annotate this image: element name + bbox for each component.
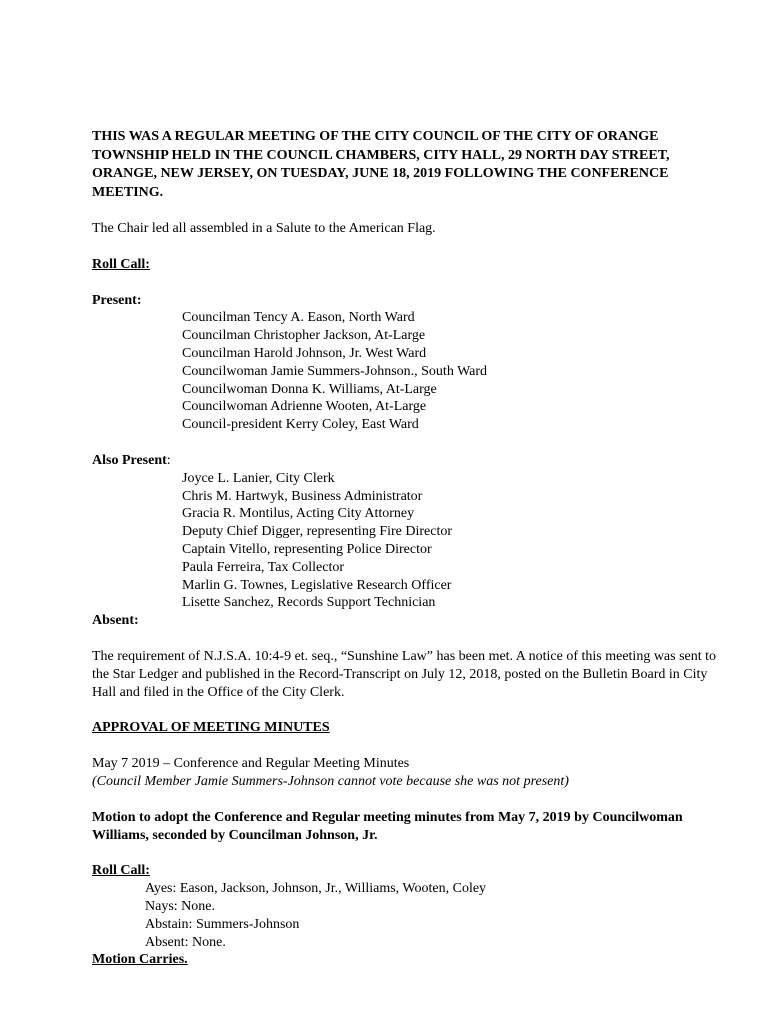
present-member: Councilwoman Donna K. Williams, At-Large	[182, 381, 437, 397]
minutes-note: (Council Member Jamie Summers-Johnson cannot vote because she was not present)	[92, 773, 569, 789]
approval-heading: APPROVAL OF MEETING MINUTES	[92, 720, 330, 736]
also-present-member: Marlin G. Townes, Legislative Research Officer	[182, 577, 452, 593]
also-present-member: Deputy Chief Digger, representing Fire Director	[182, 524, 453, 540]
vote-absent: Absent: None.	[145, 934, 226, 950]
absent-label: Absent:	[92, 613, 139, 629]
sunshine-law-statement: The requirement of N.J.S.A. 10:4-9 et. seq., “Sunshine Law” has been met. A notice of this meeting was sent to the Star Ledger and published in the Record-Transcript on July 12, 2018, posted on the Bulletin Board in City Hall and filed in the Office of the City Clerk.	[92, 648, 717, 700]
present-label: Present:	[92, 292, 142, 308]
present-member: Councilman Christopher Jackson, At-Large	[182, 328, 426, 344]
also-present-member: Joyce L. Lanier, City Clerk	[182, 470, 335, 486]
vote-nays: Nays: None.	[145, 898, 215, 914]
also-present-list	[92, 470, 732, 612]
present-member: Councilman Harold Johnson, Jr. West Ward	[182, 345, 427, 361]
salute-statement: The Chair led all assembled in a Salute to the American Flag.	[92, 221, 436, 236]
present-member: Councilwoman Adrienne Wooten, At-Large	[182, 399, 427, 415]
meeting-header: THIS WAS A REGULAR MEETING OF THE CITY COUNCIL OF THE CITY OF ORANGE TOWNSHIP HELD IN THE COUNCIL CHAMBERS, CITY HALL, 29 NORTH DAY STREET, ORANGE, NEW JERSEY, ON TUESDAY, JUNE 18, 2019 FOLLOWING THE CONFERENCE MEETING.	[92, 129, 670, 200]
present-member: Council-president Kerry Coley, East Ward	[182, 417, 419, 433]
vote-ayes: Ayes: Eason, Jackson, Johnson, Jr., Williams, Wooten, Coley	[145, 881, 487, 897]
document-page	[92, 128, 732, 969]
also-present-member: Gracia R. Montilus, Acting City Attorney	[182, 506, 415, 522]
vote-abstain: Abstain: Summers-Johnson	[145, 916, 300, 932]
also-present-label: Also Present	[92, 452, 167, 468]
motion-roll-call-heading: Roll Call:	[92, 863, 150, 879]
motion-text: Motion to adopt the Conference and Regular meeting minutes from May 7, 2019 by Councilwoman Williams, seconded by Councilman Johnson, Jr.	[92, 809, 683, 843]
roll-call-heading: Roll Call:	[92, 256, 150, 272]
minutes-item: May 7 2019 – Conference and Regular Meeting Minutes	[92, 756, 410, 772]
also-present-member: Paula Ferreira, Tax Collector	[182, 559, 345, 575]
also-present-colon: :	[166, 452, 171, 468]
also-present-member: Lisette Sanchez, Records Support Technician	[182, 595, 436, 611]
motion-result: Motion Carries.	[92, 952, 188, 968]
vote-list	[92, 880, 732, 951]
present-member: Councilman Tency A. Eason, North Ward	[182, 310, 415, 326]
also-present-member: Captain Vitello, representing Police Director	[182, 541, 432, 557]
present-member: Councilwoman Jamie Summers-Johnson., South Ward	[182, 363, 488, 379]
present-list	[92, 309, 732, 434]
also-present-member: Chris M. Hartwyk, Business Administrator	[182, 488, 423, 504]
also-present-label-line	[92, 452, 732, 470]
